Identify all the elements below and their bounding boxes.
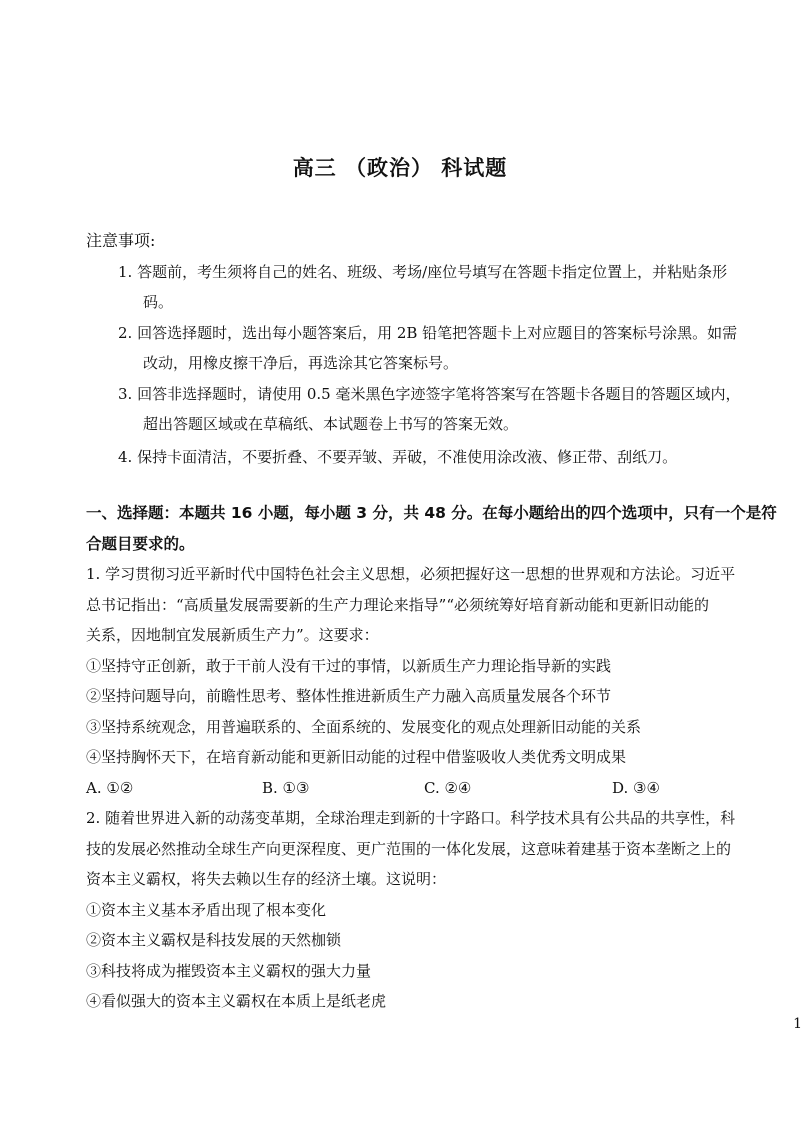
page-title: 高三 （政治） 科试题 xyxy=(292,156,508,180)
notice-heading: 注意事项: xyxy=(86,231,156,250)
q1-stem-line-1: 1. 学习贯彻习近平新时代中国特色社会主义思想，必须把握好这一思想的世界观和方法论。习近平 xyxy=(86,565,736,583)
notice-item-4-line-1: 4. 保持卡面清洁，不要折叠、不要弄皱、弄破，不准使用涂改液、修正带、刮纸刀。 xyxy=(118,448,678,466)
q2-stem-line-3: 资本主义霸权，将失去赖以生存的经济土壤。这说明： xyxy=(86,870,447,888)
q1-item-4: ④坚持胸怀天下，在培育新动能和更新旧动能的过程中借鉴吸收人类优秀文明成果 xyxy=(86,748,627,766)
q1-stem-line-3: 关系，因地制宜发展新质生产力”。这要求： xyxy=(86,626,379,644)
q1-item-3: ③坚持系统观念，用普遍联系的、全面系统的、发展变化的观点处理新旧动能的关系 xyxy=(86,718,642,736)
q2-item-4: ④看似强大的资本主义霸权在本质上是纸老虎 xyxy=(86,992,387,1010)
notice-item-1-line-1: 1. 答题前，考生须将自己的姓名、班级、考场/座位号填写在答题卡指定位置上，并粘贴条形 xyxy=(118,263,728,281)
section-1-heading-line-2: 合题目要求的。 xyxy=(86,535,195,553)
q1-option-b: B. ①③ xyxy=(262,779,310,797)
q2-item-3: ③科技将成为摧毁资本主义霸权的强大力量 xyxy=(86,962,372,980)
notice-item-3-line-1: 3. 回答非选择题时，请使用 0.5 毫米黑色字迹签字笔将答案写在答题卡各题目的答题区域内， xyxy=(118,385,741,403)
q1-item-2: ②坚持问题导向，前瞻性思考、整体性推进新质生产力融入高质量发展各个环节 xyxy=(86,687,612,705)
notice-item-2-line-1: 2. 回答选择题时，选出每小题答案后，用 2B 铅笔把答题卡上对应题目的答案标号涂黑。如需 xyxy=(118,324,738,342)
q1-item-1: ①坚持守正创新，敢于干前人没有干过的事情，以新质生产力理论指导新的实践 xyxy=(86,657,612,675)
q1-option-a: A. ①② xyxy=(86,779,134,797)
q2-item-2: ②资本主义霸权是科技发展的天然枷锁 xyxy=(86,931,342,949)
notice-item-1-line-2: 码。 xyxy=(143,293,174,311)
notice-item-3-line-2: 超出答题区域或在草稿纸、本试题卷上书写的答案无效。 xyxy=(143,415,519,433)
q2-stem-line-1: 2. 随着世界进入新的动荡变革期，全球治理走到新的十字路口。科学技术具有公共品的共享性，科 xyxy=(86,809,736,827)
q1-option-c: C. ②④ xyxy=(424,779,472,797)
q1-option-d: D. ③④ xyxy=(612,779,660,797)
q1-stem-line-2: 总书记指出：“高质量发展需要新的生产力理论来指导”“必须统筹好培育新动能和更新旧动能的 xyxy=(86,596,710,614)
q2-stem-line-2: 技的发展必然推动全球生产向更深程度、更广范围的一体化发展，这意味着建基于资本垄断之上的 xyxy=(86,840,732,858)
notice-item-2-line-2: 改动，用橡皮擦干净后，再选涂其它答案标号。 xyxy=(143,354,459,372)
section-1-heading-line-1: 一、选择题：本题共 16 小题，每小题 3 分，共 48 分。在每小题给出的四个选项中，只有一个是符 xyxy=(86,504,777,522)
page-number: 1 xyxy=(793,1016,802,1032)
q2-item-1: ①资本主义基本矛盾出现了根本变化 xyxy=(86,901,327,919)
